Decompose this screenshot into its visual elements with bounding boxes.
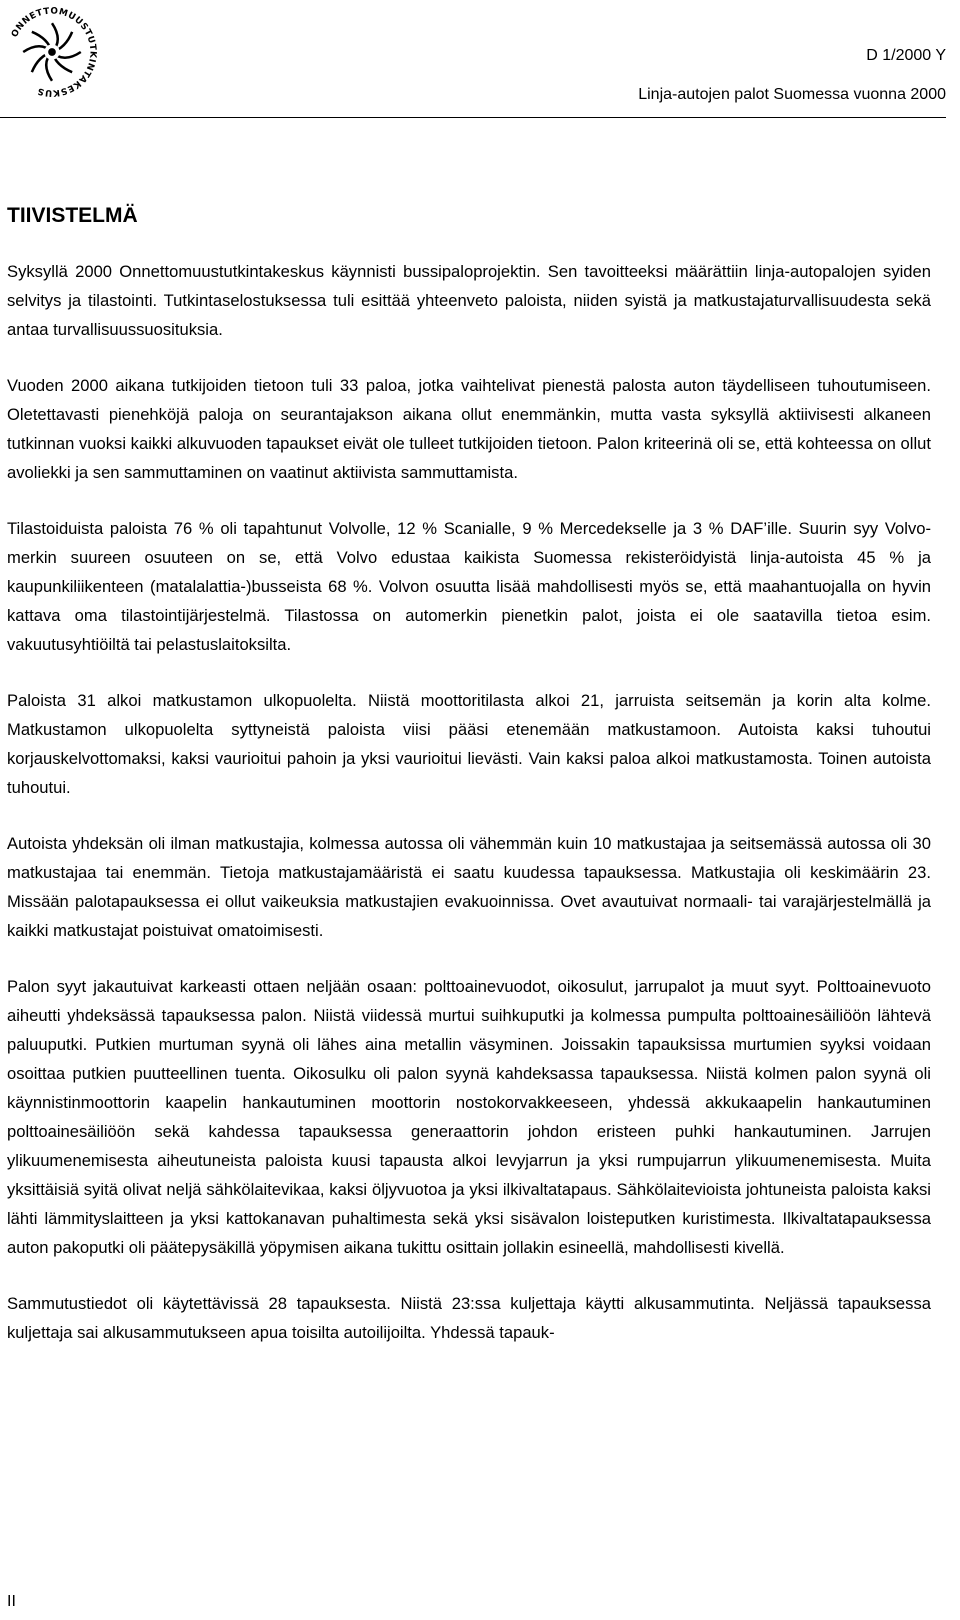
paragraph: Tilastoiduista paloista 76 % oli tapahtunut Volvolle, 12 % Scanialle, 9 % Mercedekselle ja 3 % DAF’ille. Suurin syy Volvo-merkin suureen osuuteen on se, että Volvo edustaa kaikista Suomessa rekisteröidyistä linja-autoista 45 % ja kaupunkiliikenteen (matalalattia-)busseista 68 %. Volvon osuutta lisää mahdollisesti myös se, että maahantuojalla on hyvin kattava oma tilastointijärjestelmä. Tilastossa on automerkin pienetkin palot, joista ei ole saatavilla tietoa esim. vakuutusyhtiöiltä tai pelastuslaitoksilta. <box>7 519 931 654</box>
section-heading: TIIVISTELMÄ <box>7 204 138 227</box>
onnettomuustutkintakeskus-logo <box>4 4 100 100</box>
document-code: D 1/2000 Y <box>866 47 946 64</box>
summary-body <box>7 257 931 1374</box>
paragraph: Palon syyt jakautuivat karkeasti ottaen neljään osaan: polttoainevuodot, oikosulut, jarrupalot ja muut syyt. Polttoainevuoto aiheutti yhdeksässä tapauksessa palon. Niistä viidessä murtui suihkuputki ja kolmessa pumpulta polttoainesäiliöön lähtevä paluuputki. Putkien murtuman syynä oli lähes aina metallin väsyminen. Joissakin tapauksissa murtumien syyksi voidaan osoittaa putkien puutteellinen tuenta. Oikosulku oli palon syynä kahdeksassa tapauksessa. Niistä kolmen palon syynä oli käynnistinmoottorin kaapelin hankautuminen moottorin nostokorvakkeeseen, yhdessä akkukaapelin hankautuminen polttoainesäiliöön sekä kahdessa tapauksessa generaattorin johdon eristeen puhki hankautuminen. Jarrujen ylikuumenemisesta aiheutuneista paloista kuusi tapausta alkoi levyjarrun ja yksi rumpujarrun ylikuumenemisesta. Muita yksittäisiä syitä olivat neljä sähkölaitevikaa, kaksi öljyvuotoa ja yksi ilkivaltatapaus. Sähkölaitevioista johtuneista paloista kaksi lähti lämmityslaitteen ja yksi kattokanavan puhaltimesta sekä yksi sisävalon loisteputken kuristimesta. Ilkivaltatapauksessa auton pakoputki oli päätepysäkillä yöpymisen aikana tukittu osittain jollakin esineellä, mahdollisesti kivellä. <box>7 977 931 1257</box>
paragraph: Autoista yhdeksän oli ilman matkustajia, kolmessa autossa oli vähemmän kuin 10 matkustajaa ja seitsemässä autossa oli 30 matkustajaa tai enemmän. Tietoja matkustajamääristä ei saatu kuudessa tapauksessa. Matkustajia oli keskimäärin 23. Missään palotapauksessa ei ollut vaikeuksia matkustajien evakuoinnissa. Ovet avautuivat normaali- tai varajärjestelmällä ja kaikki matkustajat poistuivat omatoimisesti. <box>7 834 931 940</box>
paragraph: Paloista 31 alkoi matkustamon ulkopuolelta. Niistä moottoritilasta alkoi 21, jarruista seitsemän ja korin alta kolme. Matkustamon ulkopuolelta syttyneistä paloista viisi pääsi etenemään matkustamoon. Autoista kaksi tuhoutui korjauskelvottomaksi, kaksi vaurioitui pahoin ja yksi vaurioitui lievästi. Vain kaksi paloa alkoi matkustamosta. Toinen autoista tuhoutui. <box>7 691 931 797</box>
document-title: Linja-autojen palot Suomessa vuonna 2000 <box>638 86 946 103</box>
paragraph: Vuoden 2000 aikana tutkijoiden tietoon tuli 33 paloa, jotka vaihtelivat pienestä palosta auton täydelliseen tuhoutumiseen. Oletettavasti pienehköjä paloja on seurantajakson aikana ollut enemmänkin, mutta vasta syksyllä aktiivisesti alkaneen tutkinnan vuoksi kaikki alkuvuoden tapaukset eivät ole tulleet tutkijoiden tietoon. Palon kriteerinä oli se, että kohteessa on ollut avoliekki ja sen sammuttaminen on vaatinut aktiivista sammuttamista. <box>7 376 931 482</box>
header-divider <box>0 117 946 118</box>
paragraph: Sammutustiedot oli käytettävissä 28 tapauksesta. Niistä 23:ssa kuljettaja käytti alkusammutinta. Neljässä tapauksessa kuljettaja sai alkusammutukseen apua toisilta autoilijoilta. Yhdessä tapauk- <box>7 1294 931 1342</box>
paragraph: Syksyllä 2000 Onnettomuustutkintakeskus käynnisti bussipaloprojektin. Sen tavoitteeksi määrättiin linja-autopalojen syiden selvitys ja tilastointi. Tutkintaselostuksessa tuli esittää yhteenveto paloista, niiden syistä ja matkustajaturvallisuudesta sekä antaa turvallisuussuosituksia. <box>7 262 931 339</box>
document-header <box>638 48 946 103</box>
logo-text: ONNETTOMUUSTUTKINTAKESKUS <box>9 6 98 98</box>
page-number: II <box>7 1593 16 1610</box>
